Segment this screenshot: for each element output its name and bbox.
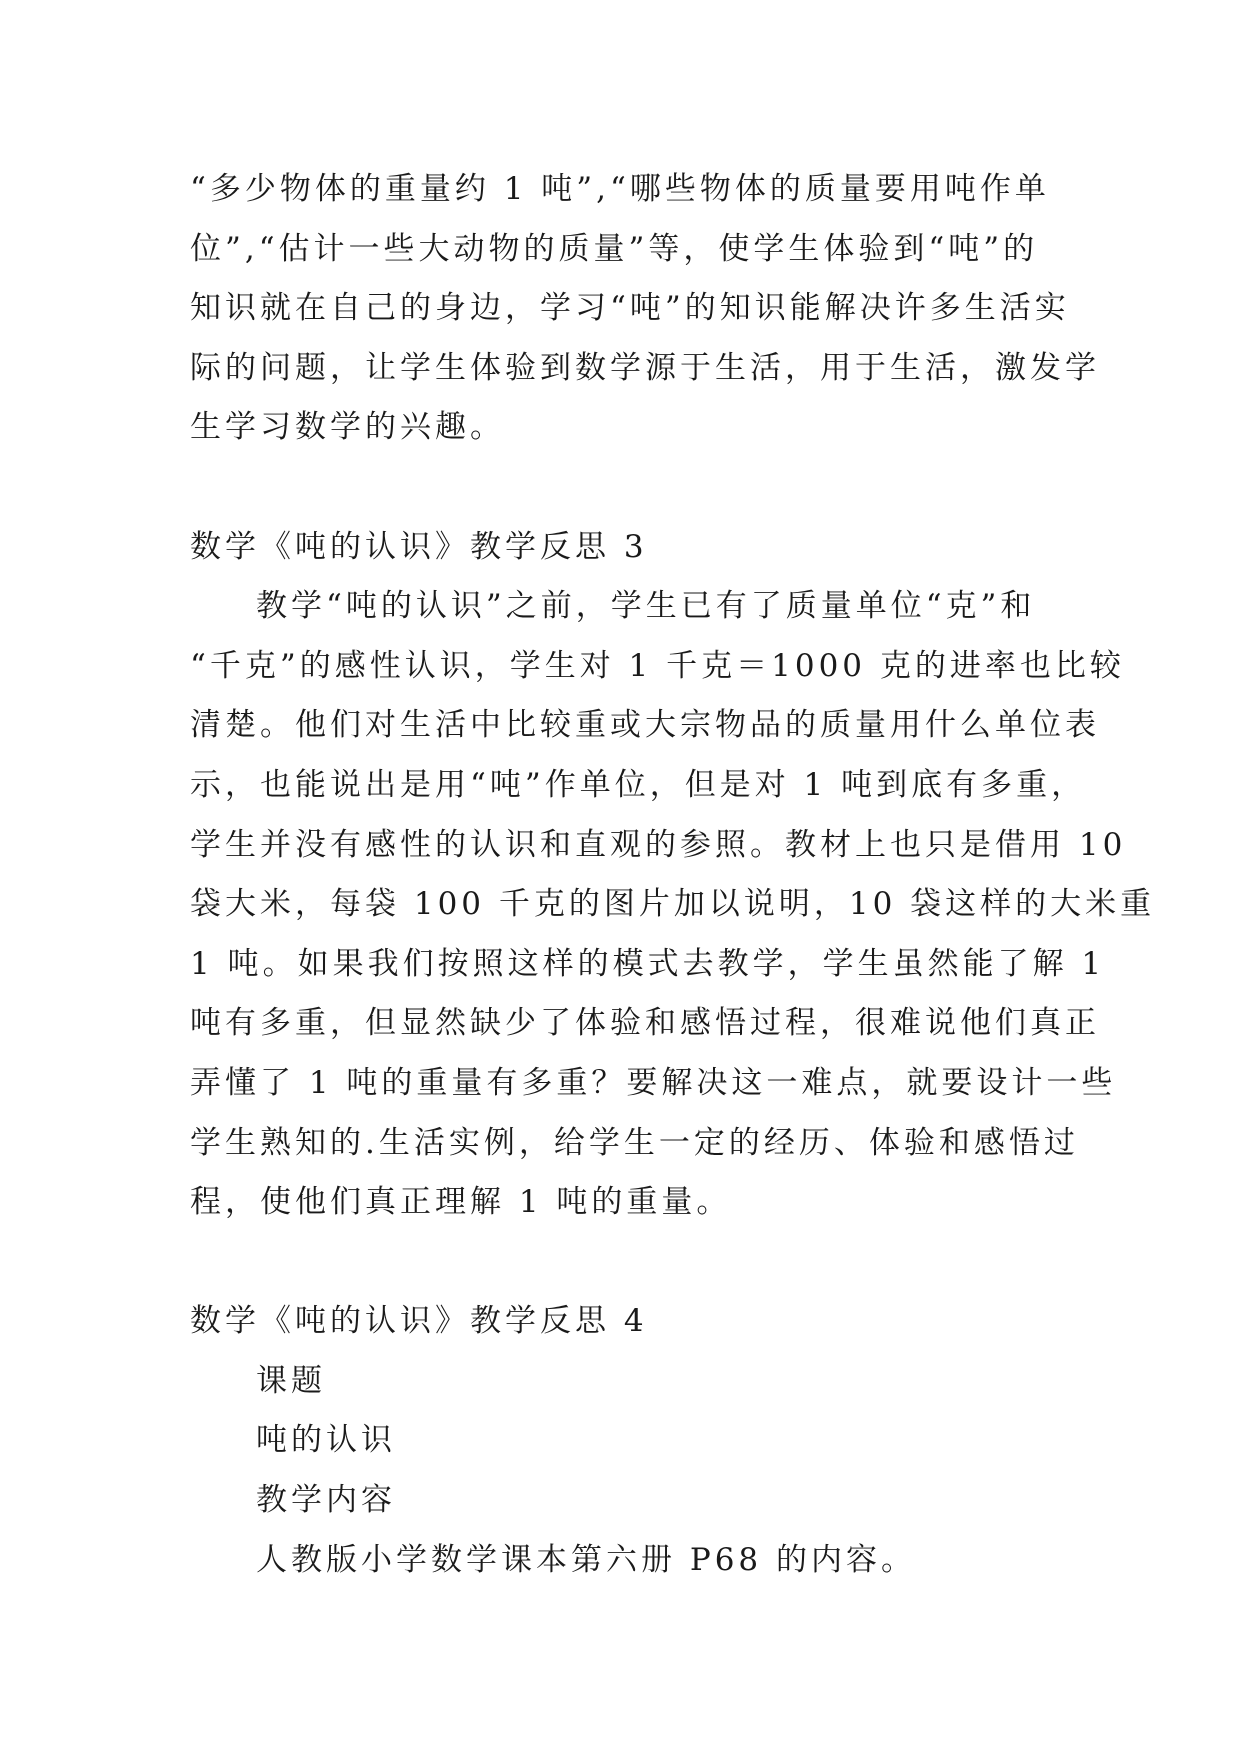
spacer: [190, 458, 1050, 518]
text-line: 教学“吨的认识”之前，学生已有了质量单位“克”和: [256, 588, 1036, 625]
list-item: 教学内容: [256, 1482, 396, 1519]
text-line: 1 吨。如果我们按照这样的模式去教学，学生虽然能了解 1: [190, 945, 1106, 982]
text-line: 吨有多重，但显然缺少了体验和感悟过程，很难说他们真正: [190, 1005, 1100, 1042]
text-line: 际的问题，让学生体验到数学源于生活，用于生活，激发学: [190, 349, 1100, 386]
section-3: [190, 518, 1156, 1233]
section-heading: 数学《吨的认识》教学反思 4: [190, 1303, 648, 1340]
text-line: 清楚。他们对生活中比较重或大宗物品的质量用什么单位表: [190, 707, 1100, 744]
list-item: 人教版小学数学课本第六册 P68 的内容。: [256, 1541, 917, 1578]
list-item: 吨的认识: [256, 1422, 396, 1459]
text-line: 程，使他们真正理解 1 吨的重量。: [190, 1184, 732, 1221]
text-line: “多少物体的重量约 1 吨”,“哪些物体的质量要用吨作单: [190, 171, 1050, 207]
text-line: “千克”的感性认识，学生对 1 千克＝1000 克的进率也比较: [190, 647, 1125, 684]
section-4: [190, 1292, 1050, 1590]
list-item: 课题: [256, 1362, 326, 1399]
text-line: 知识就在自己的身边，学习“吨”的知识能解决许多生活实: [190, 290, 1070, 327]
text-line: 袋大米，每袋 100 千克的图片加以说明，10 袋这样的大米重: [190, 886, 1156, 923]
spacer: [190, 1233, 1050, 1293]
text-line: 弄懂了 1 吨的重量有多重？要解决这一难点，就要设计一些: [190, 1064, 1117, 1101]
text-line: 学生并没有感性的认识和直观的参照。教材上也只是借用 10: [190, 826, 1127, 863]
text-line: 学生熟知的.生活实例，给学生一定的经历、体验和感悟过: [190, 1124, 1079, 1161]
paragraph-top: [190, 160, 1100, 458]
section-heading: 数学《吨的认识》教学反思 3: [190, 528, 648, 565]
text-line: 生学习数学的兴趣。: [190, 409, 505, 446]
text-line: 位”,“估计一些大动物的质量”等，使学生体验到“吨”的: [190, 230, 1039, 267]
text-line: 示，也能说出是用“吨”作单位，但是对 1 吨到底有多重，: [190, 766, 1087, 803]
document-page: [190, 160, 1156, 1590]
